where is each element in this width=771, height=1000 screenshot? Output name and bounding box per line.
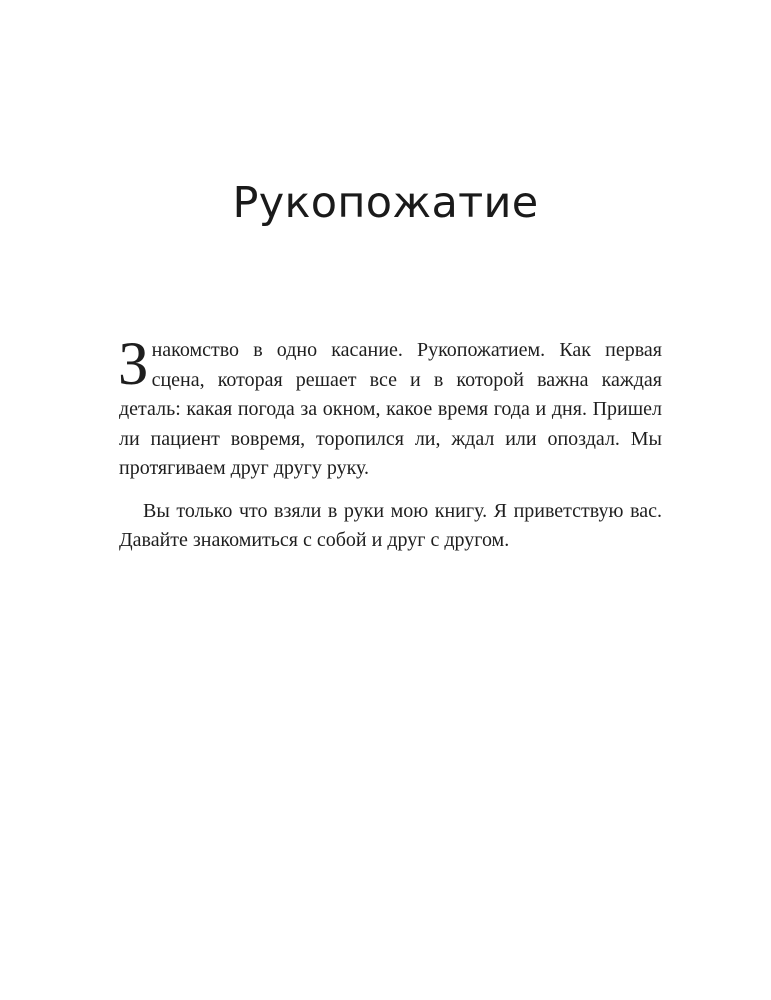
drop-cap-letter: З [118, 331, 149, 398]
opening-paragraph-text: накомство в одно касание. Рукопожатием. Как первая сцена, которая решает все и в которой важна каждая деталь: какая погода за окном, какое время года и дня. Пришел ли пациент вовремя, торопился ли, ждал или опоздал. Мы протягиваем друг другу руку. [119, 339, 662, 479]
opening-paragraph [118, 331, 662, 484]
chapter-title: Рукопожатие [232, 178, 539, 228]
second-paragraph: Вы только что взяли в руки мою книгу. Я приветствую вас. Давайте знакомиться с собой и друг с другом. [119, 499, 662, 551]
chapter-body [118, 331, 662, 556]
